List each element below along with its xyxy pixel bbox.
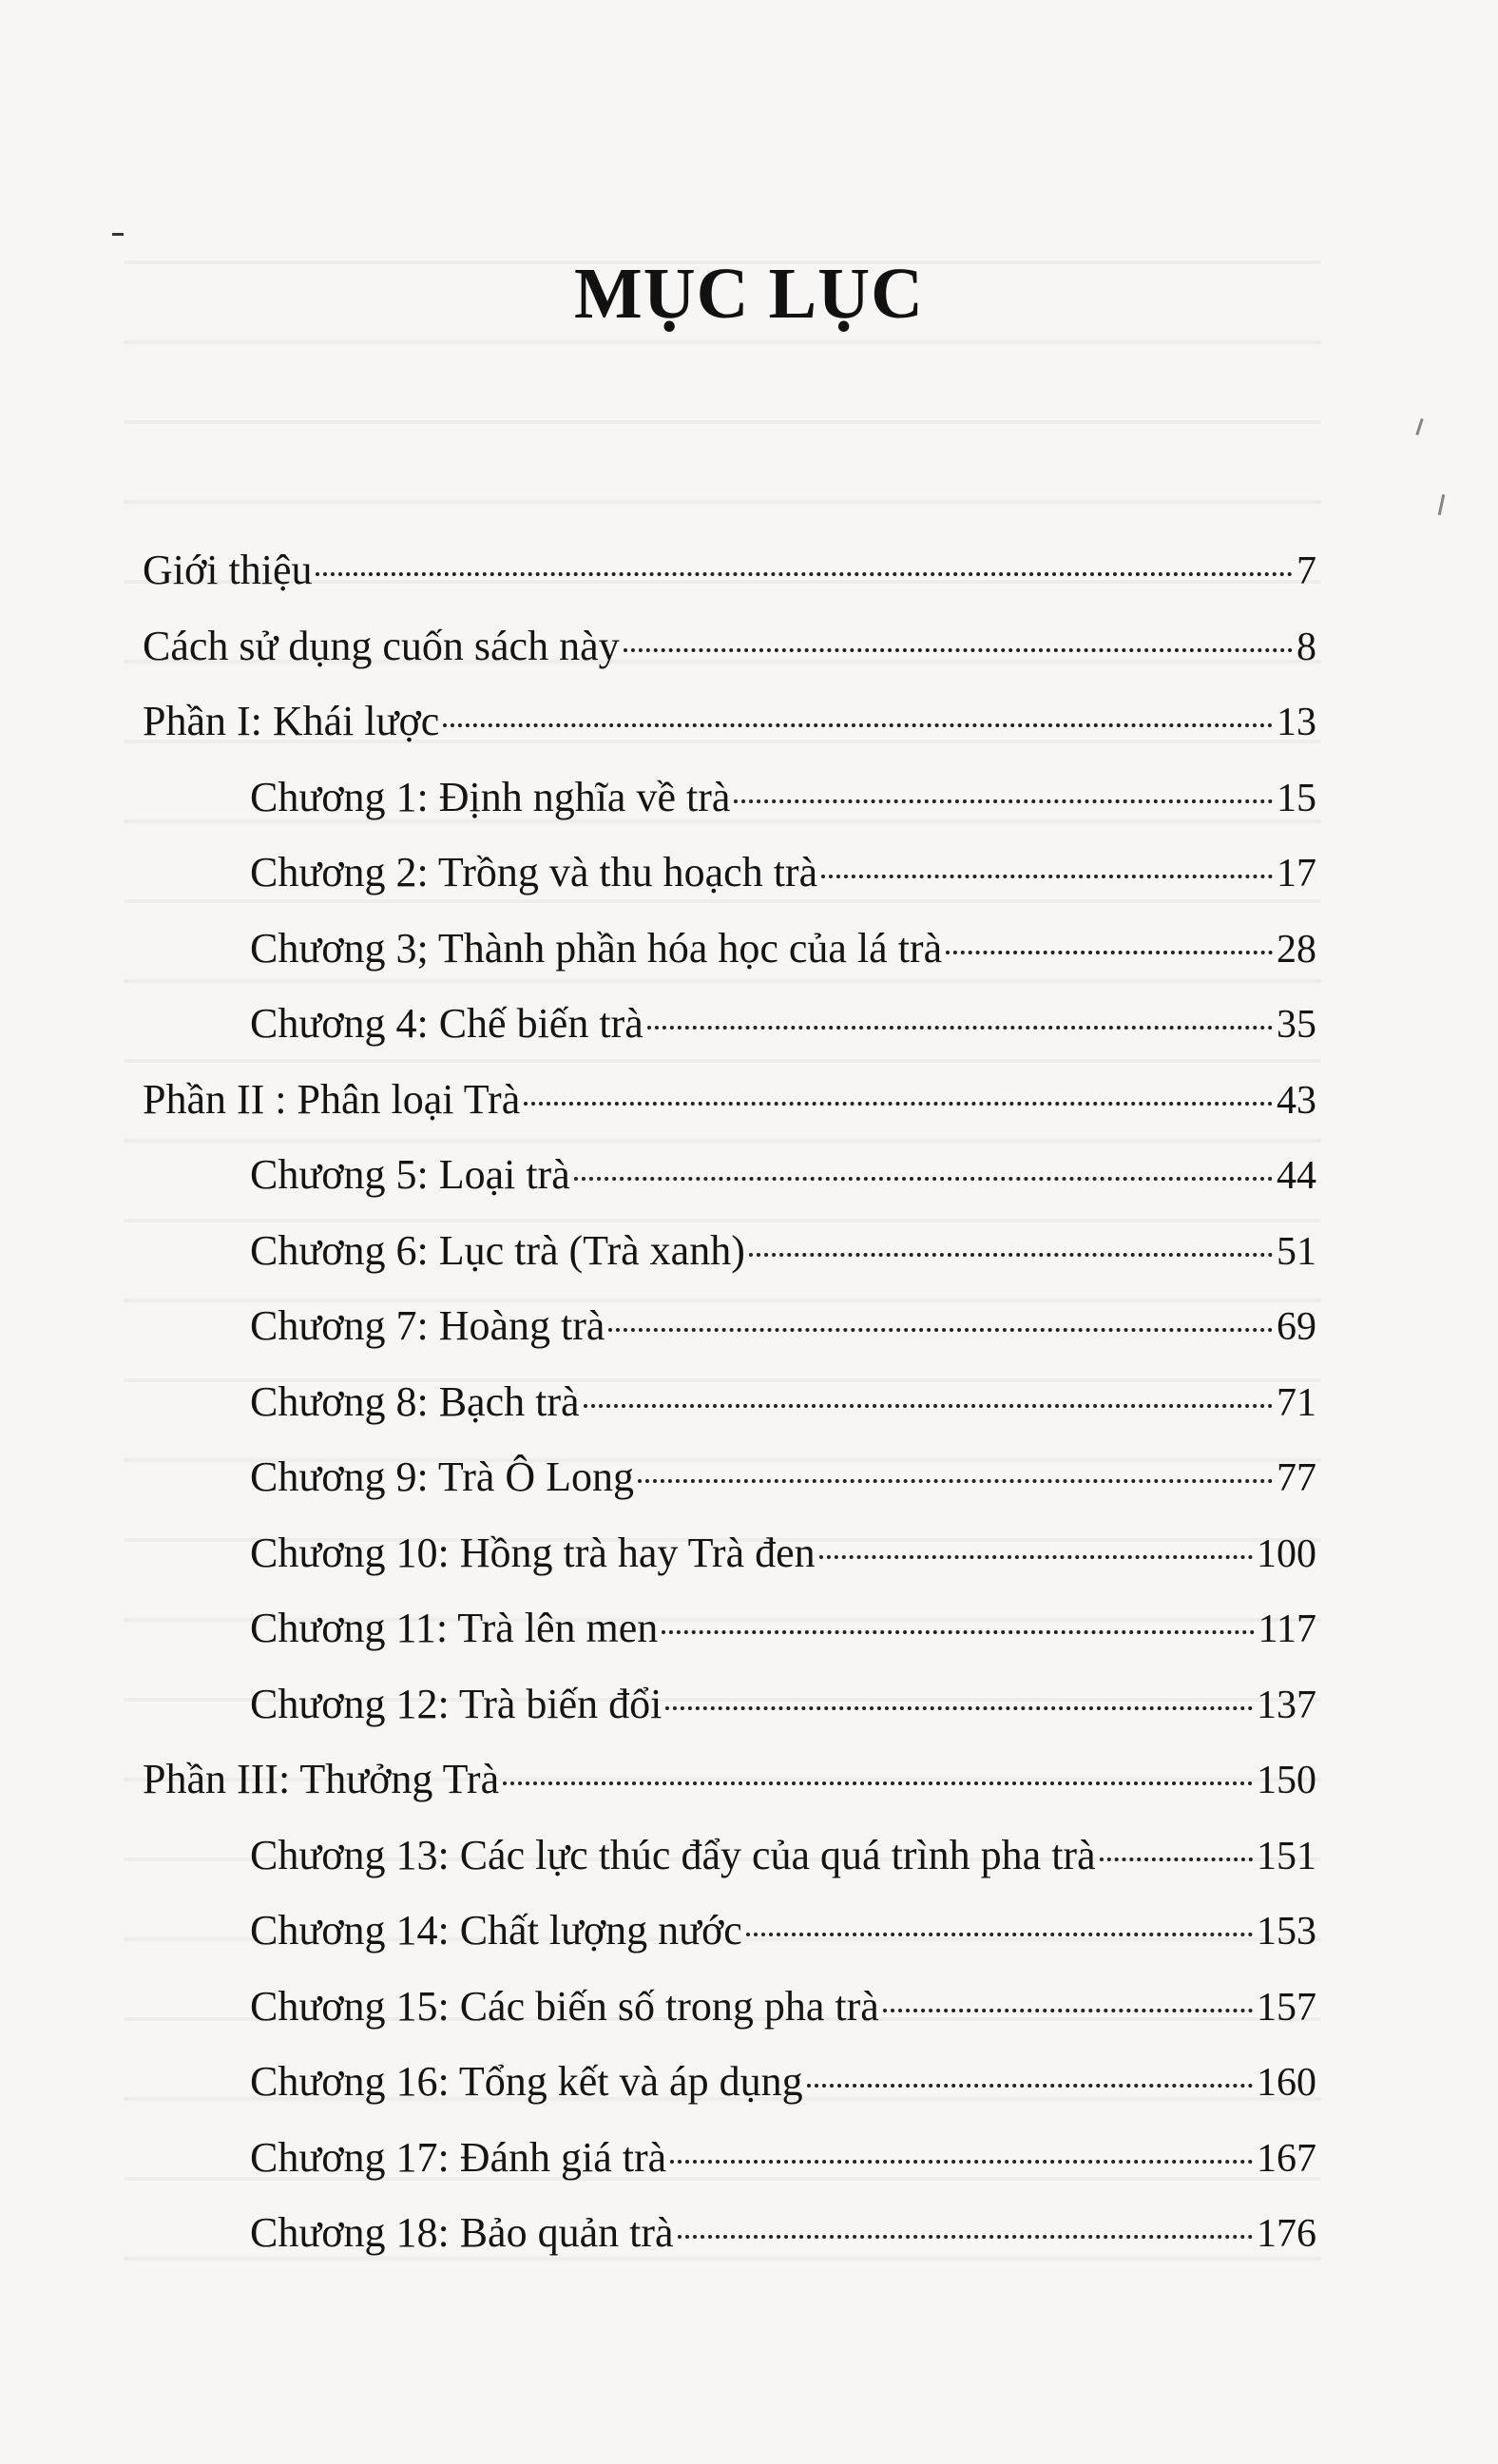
toc-entry-title: Chương 9: Trà Ô Long	[250, 1453, 635, 1500]
dot-leader	[821, 875, 1273, 878]
dot-leader	[819, 1555, 1253, 1559]
toc-page-number: 43	[1277, 1078, 1316, 1123]
dot-leader	[647, 1026, 1273, 1030]
toc-page-number: 8	[1296, 625, 1316, 669]
toc-entry-title: Chương 14: Chất lượng nước	[250, 1907, 742, 1954]
dot-leader	[670, 2160, 1253, 2164]
toc-entry-title: Chương 2: Trồng và thu hoạch trà	[250, 849, 818, 895]
toc-entry-title: Chương 1: Định nghĩa về trà	[250, 773, 731, 820]
toc-page-number: 160	[1257, 2061, 1316, 2105]
dot-leader	[946, 951, 1273, 954]
dot-leader	[316, 572, 1293, 576]
toc-entry-title: Phần I: Khái lược	[143, 698, 440, 744]
toc-entry-title: Chương 11: Trà lên men	[250, 1605, 659, 1651]
dot-leader	[662, 1630, 1254, 1634]
stray-mark	[1438, 494, 1446, 515]
toc-entry-title: Phần II : Phân loại Trà	[143, 1075, 521, 1123]
toc-section-entry	[143, 683, 1316, 760]
toc-entry-title: Chương 5: Loại trà	[250, 1151, 570, 1198]
toc-entry-title: Giới thiệu	[143, 547, 313, 593]
toc-entry-title: Chương 12: Trà biến đổi	[250, 1680, 663, 1727]
toc-page-number: 117	[1258, 1607, 1316, 1651]
dot-leader	[807, 2084, 1253, 2088]
dot-leader	[749, 1253, 1273, 1257]
toc-chapter-entry	[143, 1515, 1316, 1591]
toc-page-number: 153	[1257, 1910, 1316, 1954]
toc-page-number: 157	[1257, 1985, 1316, 2030]
toc-page-number: 151	[1257, 1834, 1316, 1878]
toc-page-number: 69	[1277, 1305, 1316, 1349]
dot-leader	[503, 1781, 1253, 1785]
toc-entry-title: Chương 4: Chế biến trà	[250, 1000, 643, 1047]
dot-leader	[584, 1404, 1274, 1408]
page-title: MỤC LỤC	[574, 253, 924, 334]
toc-chapter-entry	[143, 1364, 1316, 1440]
toc-entry-title: Chương 7: Hoàng trà	[250, 1302, 605, 1349]
dot-leader	[524, 1102, 1273, 1106]
toc-section-entry	[143, 608, 1316, 684]
dot-leader	[1100, 1858, 1253, 1861]
toc-chapter-entry	[143, 1818, 1316, 1894]
dot-leader	[734, 799, 1273, 803]
toc-page-number: 137	[1257, 1683, 1316, 1727]
toc-chapter-entry	[143, 2195, 1316, 2271]
toc-entry-title: Chương 6: Lục trà (Trà xanh)	[250, 1226, 745, 1274]
toc-chapter-entry	[143, 760, 1316, 836]
toc-chapter-entry	[143, 1137, 1316, 1213]
toc-chapter-entry	[143, 1288, 1316, 1364]
dot-leader	[608, 1328, 1273, 1332]
dot-leader	[678, 2235, 1254, 2239]
toc-page-number: 17	[1277, 852, 1316, 895]
toc-chapter-entry	[143, 1969, 1316, 2045]
toc-section-entry	[143, 1062, 1316, 1138]
toc-chapter-entry	[143, 835, 1316, 911]
toc-page-number: 35	[1277, 1003, 1316, 1047]
stray-mark	[1415, 418, 1423, 435]
dot-leader	[624, 648, 1293, 652]
toc-chapter-entry	[143, 1590, 1316, 1666]
toc-entry-title: Chương 10: Hồng trà hay Trà đen	[250, 1529, 816, 1576]
toc-entry-title: Chương 13: Các lực thúc đẩy của quá trình pha trà	[250, 1831, 1096, 1878]
toc-section-entry	[143, 532, 1316, 608]
toc-chapter-entry	[143, 1213, 1316, 1289]
toc-chapter-entry	[143, 1893, 1316, 1969]
dot-leader	[574, 1177, 1273, 1181]
toc-entry-title: Chương 16: Tổng kết và áp dụng	[250, 2058, 803, 2105]
toc-page-number: 44	[1277, 1154, 1316, 1198]
stray-mark	[112, 233, 124, 236]
toc-page-number: 167	[1257, 2136, 1316, 2181]
dot-leader	[665, 1706, 1253, 1710]
toc-entry-title: Phần III: Thưởng Trà	[143, 1756, 500, 1802]
toc-page-number: 100	[1257, 1531, 1316, 1576]
toc-page-number: 150	[1257, 1759, 1316, 1802]
dot-leader	[883, 2009, 1253, 2012]
toc-chapter-entry	[143, 911, 1316, 987]
toc-chapter-entry	[143, 2120, 1316, 2196]
toc-entry-title: Chương 18: Bảo quản trà	[250, 2209, 674, 2256]
toc-page-number: 15	[1277, 776, 1316, 820]
toc-entry-title: Chương 3; Thành phần hóa học của lá trà	[250, 924, 943, 972]
toc-chapter-entry	[143, 986, 1316, 1062]
dot-leader	[746, 1933, 1253, 1936]
toc-entry-title: Chương 8: Bạch trà	[250, 1377, 580, 1425]
toc-page-number: 51	[1277, 1229, 1316, 1274]
toc-chapter-entry	[143, 2044, 1316, 2120]
toc-page-number: 77	[1277, 1456, 1316, 1500]
toc-section-entry	[143, 1742, 1316, 1818]
toc-page-number: 13	[1277, 701, 1316, 744]
toc-chapter-entry	[143, 1666, 1316, 1742]
toc-page-number: 28	[1277, 927, 1316, 972]
table-of-contents	[143, 532, 1316, 2271]
toc-entry-title: Cách sử dụng cuốn sách này	[143, 622, 620, 669]
toc-page-number: 176	[1257, 2212, 1316, 2256]
toc-entry-title: Chương 15: Các biến số trong pha trà	[250, 1982, 879, 2030]
dot-leader	[638, 1479, 1273, 1483]
toc-page-number: 7	[1296, 549, 1316, 593]
toc-entry-title: Chương 17: Đánh giá trà	[250, 2133, 667, 2181]
dot-leader	[443, 723, 1273, 727]
toc-chapter-entry	[143, 1439, 1316, 1515]
toc-page-number: 71	[1277, 1380, 1316, 1425]
